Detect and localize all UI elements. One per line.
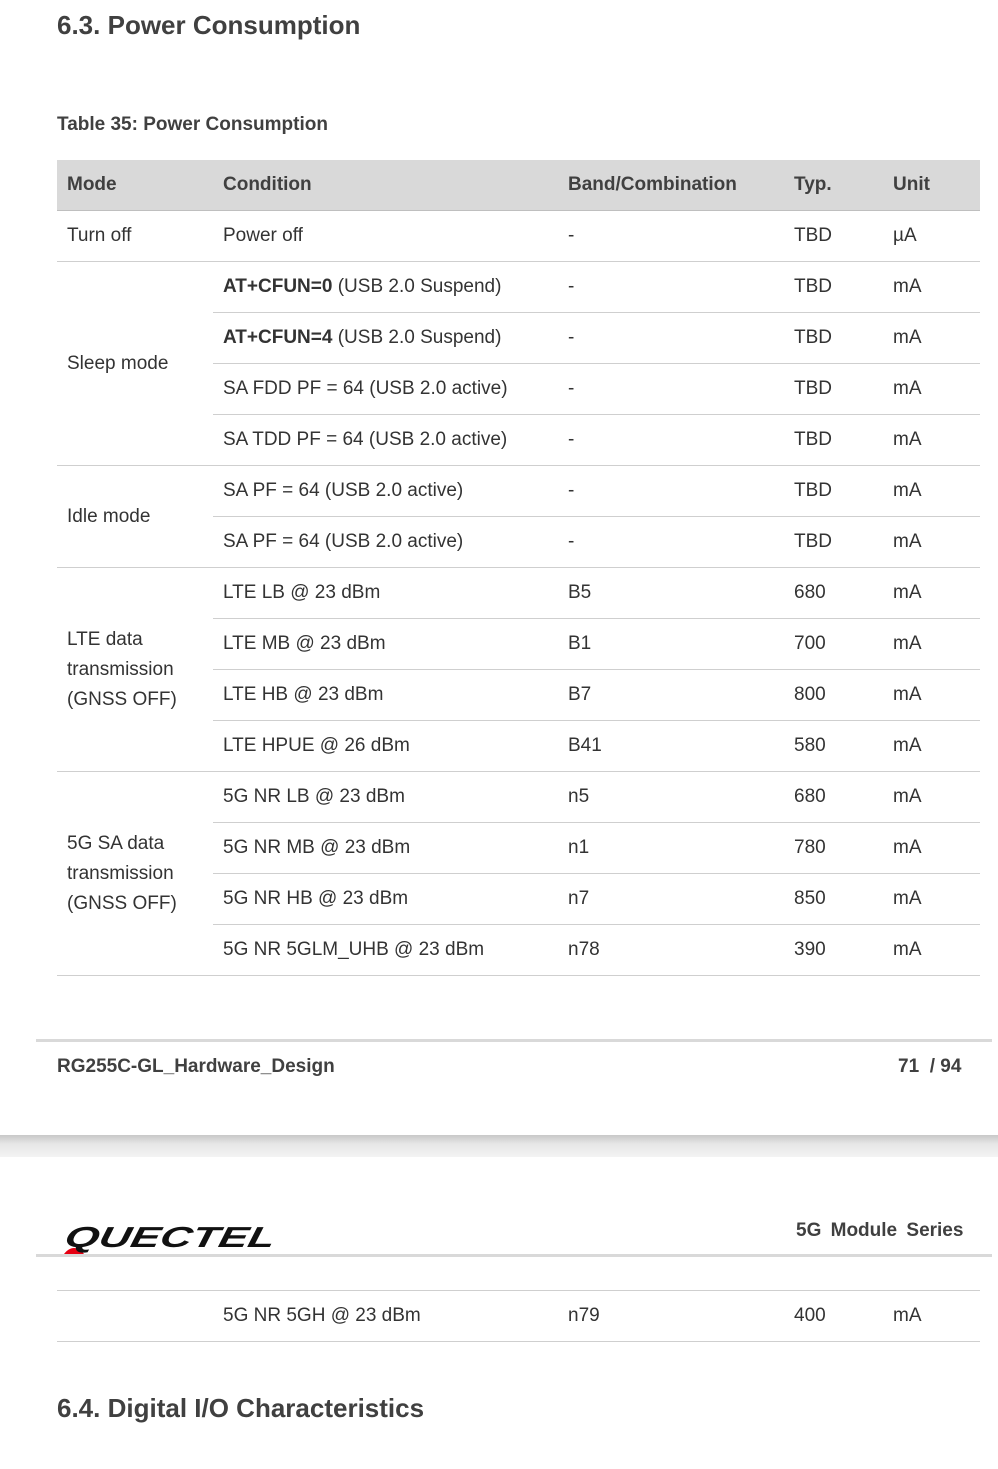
condition-text: (USB 2.0 Suspend) — [332, 276, 502, 297]
typ-cell: TBD — [784, 262, 883, 313]
condition-cell: LTE HPUE @ 26 dBm — [213, 721, 558, 772]
condition-cell: SA TDD PF = 64 (USB 2.0 active) — [213, 415, 558, 466]
condition-cell: Power off — [213, 211, 558, 262]
band-cell: B1 — [558, 619, 784, 670]
mode-cell — [57, 772, 213, 976]
condition-cell — [213, 262, 558, 313]
mode-line: (GNSS OFF) — [67, 892, 177, 914]
typ-cell: TBD — [784, 466, 883, 517]
condition-cell: 5G NR LB @ 23 dBm — [213, 772, 558, 823]
mode-cell — [57, 1291, 213, 1342]
table-caption: Table 35: Power Consumption — [57, 114, 328, 135]
typ-cell: 400 — [784, 1291, 883, 1342]
footer-document-name: RG255C-GL_Hardware_Design — [57, 1056, 335, 1077]
band-cell: B5 — [558, 568, 784, 619]
table-header-row — [57, 160, 980, 211]
typ-cell: 780 — [784, 823, 883, 874]
table-row — [57, 1291, 980, 1342]
band-cell: n79 — [558, 1291, 784, 1342]
header-series-label: 5G Module Series — [796, 1220, 964, 1241]
typ-cell: 700 — [784, 619, 883, 670]
mode-line: transmission — [67, 658, 174, 680]
band-cell: - — [558, 211, 784, 262]
typ-cell: TBD — [784, 415, 883, 466]
header-mode: Mode — [57, 160, 213, 211]
mode-cell: Idle mode — [57, 466, 213, 568]
table-row — [57, 568, 980, 619]
section-title: Power Consumption — [107, 10, 361, 40]
power-consumption-table-continued — [57, 1290, 980, 1342]
condition-cell: SA FDD PF = 64 (USB 2.0 active) — [213, 364, 558, 415]
unit-cell: mA — [883, 925, 980, 976]
unit-cell: mA — [883, 466, 980, 517]
unit-cell: mA — [883, 619, 980, 670]
unit-cell: mA — [883, 568, 980, 619]
typ-cell: 680 — [784, 772, 883, 823]
band-cell: - — [558, 517, 784, 568]
band-cell: - — [558, 313, 784, 364]
band-cell: B7 — [558, 670, 784, 721]
condition-cell: LTE LB @ 23 dBm — [213, 568, 558, 619]
unit-cell: mA — [883, 1291, 980, 1342]
typ-cell: TBD — [784, 517, 883, 568]
footer-page-number: 71 / 94 — [898, 1056, 962, 1077]
unit-cell: mA — [883, 721, 980, 772]
unit-cell: µA — [883, 211, 980, 262]
section-heading-digital-io — [57, 1393, 424, 1424]
condition-cell: 5G NR 5GH @ 23 dBm — [213, 1291, 558, 1342]
condition-cell: 5G NR HB @ 23 dBm — [213, 874, 558, 925]
table-row — [57, 772, 980, 823]
condition-cell: LTE HB @ 23 dBm — [213, 670, 558, 721]
header-divider — [36, 1254, 992, 1257]
typ-cell: 800 — [784, 670, 883, 721]
mode-cell: Sleep mode — [57, 262, 213, 466]
mode-cell — [57, 568, 213, 772]
typ-cell: TBD — [784, 364, 883, 415]
condition-cell — [213, 313, 558, 364]
unit-cell: mA — [883, 670, 980, 721]
typ-cell: 580 — [784, 721, 883, 772]
typ-cell: 390 — [784, 925, 883, 976]
header-band: Band/Combination — [558, 160, 784, 211]
mode-line: transmission — [67, 862, 174, 884]
typ-cell: 680 — [784, 568, 883, 619]
table-row — [57, 466, 980, 517]
band-cell: - — [558, 466, 784, 517]
band-cell: B41 — [558, 721, 784, 772]
band-cell: n5 — [558, 772, 784, 823]
condition-cell: SA PF = 64 (USB 2.0 active) — [213, 466, 558, 517]
unit-cell: mA — [883, 415, 980, 466]
unit-cell: mA — [883, 874, 980, 925]
unit-cell: mA — [883, 517, 980, 568]
typ-cell: TBD — [784, 211, 883, 262]
mode-line: 5G SA data — [67, 832, 165, 854]
condition-cell: SA PF = 64 (USB 2.0 active) — [213, 517, 558, 568]
header-unit: Unit — [883, 160, 980, 211]
typ-cell: 850 — [784, 874, 883, 925]
condition-cell: 5G NR 5GLM_UHB @ 23 dBm — [213, 925, 558, 976]
footer-divider — [36, 1039, 992, 1042]
quectel-logo — [62, 1220, 276, 1256]
at-command: AT+CFUN=0 — [223, 276, 333, 297]
section-number: 6.4. — [57, 1393, 101, 1423]
condition-text: (USB 2.0 Suspend) — [332, 327, 502, 348]
unit-cell: mA — [883, 823, 980, 874]
condition-cell: LTE MB @ 23 dBm — [213, 619, 558, 670]
header-typ: Typ. — [784, 160, 883, 211]
unit-cell: mA — [883, 364, 980, 415]
header-condition: Condition — [213, 160, 558, 211]
table-row — [57, 211, 980, 262]
page-break — [0, 1135, 998, 1157]
at-command: AT+CFUN=4 — [223, 327, 333, 348]
svg-text:QUECTEL: QUECTEL — [62, 1221, 208, 1254]
mode-cell: Turn off — [57, 211, 213, 262]
unit-cell: mA — [883, 313, 980, 364]
typ-cell: TBD — [784, 313, 883, 364]
mode-line: LTE data — [67, 628, 143, 650]
condition-cell: 5G NR MB @ 23 dBm — [213, 823, 558, 874]
section-number: 6.3. — [57, 10, 101, 40]
band-cell: - — [558, 415, 784, 466]
section-heading-power-consumption — [57, 10, 360, 41]
band-cell: n1 — [558, 823, 784, 874]
band-cell: - — [558, 262, 784, 313]
band-cell: n78 — [558, 925, 784, 976]
unit-cell: mA — [883, 262, 980, 313]
band-cell: n7 — [558, 874, 784, 925]
band-cell: - — [558, 364, 784, 415]
unit-cell: mA — [883, 772, 980, 823]
table-row — [57, 262, 980, 313]
section-title: Digital I/O Characteristics — [107, 1393, 425, 1423]
power-consumption-table — [57, 160, 980, 976]
mode-line: (GNSS OFF) — [67, 688, 177, 710]
